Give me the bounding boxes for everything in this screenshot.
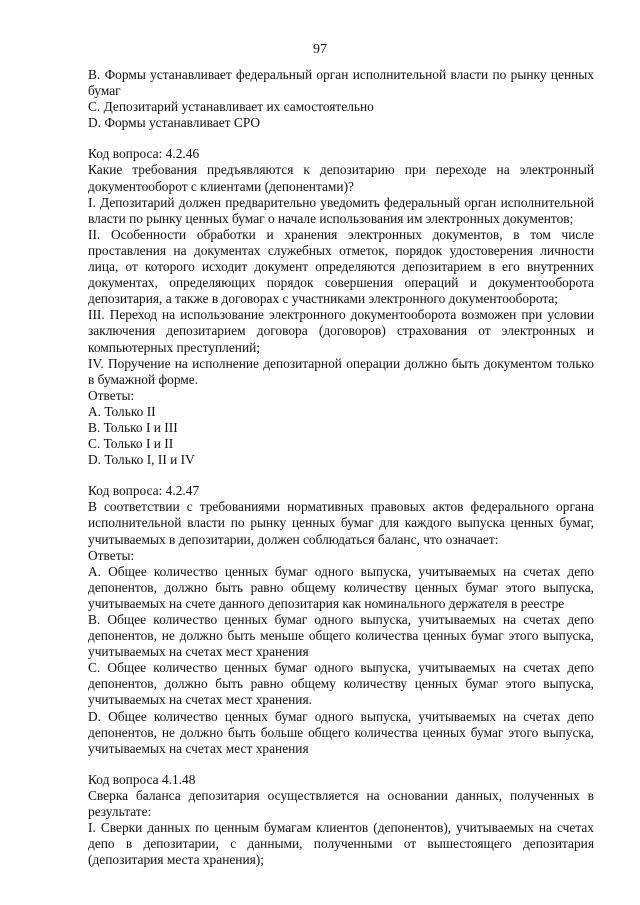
spacer <box>88 757 594 772</box>
question-text: В соответствии с требованиями нормативных правовых актов федерального органа исполнительной власти по рынку ценных бумаг для каждого выпуска ценных бумаг, учитываемых в депозитарии, должен соблюдаться баланс, что означает: <box>88 499 594 547</box>
statement-i: I. Сверки данных по ценным бумагам клиентов (депонентов), учитываемых на счетах депо в депозитарии, с данными, полученными от вышестоящего депозитария (депозитария места хранения); <box>88 820 594 868</box>
statement-iv: IV. Поручение на исполнение депозитарной операции должно быть документом только в бумажной форме. <box>88 355 594 387</box>
question-text: Какие требования предъявляются к депозитарию при переходе на электронный документооборот с клиентами (депонентами)? <box>88 162 594 194</box>
answer-option-d: D. Только I, II и IV <box>88 452 195 468</box>
answer-option-d: D. Общее количество ценных бумаг одного выпуска, учитываемых на счетах депо депонентов, не должно быть больше общего количества ценных бумаг этого выпуска, учитываемых на счетах мест хранения <box>88 708 594 756</box>
statement-i: I. Депозитарий должен предварительно уведомить федеральный орган исполнительной власти по рынку ценных бумаг о начале использования им электронных документов; <box>88 194 594 226</box>
question-code: Код вопроса: 4.2.46 <box>88 146 200 162</box>
spacer <box>88 131 594 146</box>
question-text: Сверка баланса депозитария осуществляется на основании данных, полученных в результате: <box>88 787 594 820</box>
page-number: 97 <box>313 42 327 57</box>
statement-iii: III. Переход на использование электронного документооборота возможен при условии заключения депозитарием договора (договоров) страхования от электронных и компьютерных преступлений; <box>88 307 594 355</box>
answers-heading: Ответы: <box>88 547 135 563</box>
answer-option-c: C. Общее количество ценных бумаг одного выпуска, учитываемых на счетах депо депонентов, должно быть равно общему количеству ценных бумаг этого выпуска, учитываемых на счетах мест хранения. <box>88 660 594 708</box>
answers-heading: Ответы: <box>88 387 135 403</box>
answer-option-c: C. Депозитарий устанавливает их самостоятельно <box>88 99 374 115</box>
answer-option-a: A. Общее количество ценных бумаг одного выпуска, учитываемых на счетах депо депонентов, должно быть равно общему количеству ценных бумаг этого выпуска, учитываемых на счете данного депозитария как номинального держателя в реестре <box>88 563 594 611</box>
question-code: Код вопроса 4.1.48 <box>88 771 196 787</box>
page-content <box>88 67 594 868</box>
answer-option-b: B. Общее количество ценных бумаг одного выпуска, учитываемых на счетах депо депонентов, не должно быть меньше общего количества ценных бумаг этого выпуска, учитываемых на счетах мест хранения <box>88 612 594 660</box>
answer-option-b: B. Только I и III <box>88 419 178 435</box>
answer-option-c: C. Только I и II <box>88 436 174 452</box>
statement-ii: II. Особенности обработки и хранения электронных документов, в том числе проставления на документах служебных отметок, порядок удостоверения личности лица, от которого исходит документ определяются депозитарием в его внутренних документах, определяющих порядок совершения операций и документооборота депозитария, а также в договорах с участниками электронного документооборота; <box>88 226 594 307</box>
answer-option-b: B. Формы устанавливает федеральный орган исполнительной власти по рынку ценных бумаг <box>88 67 594 99</box>
question-code: Код вопроса: 4.2.47 <box>88 483 200 499</box>
answer-option-a: A. Только II <box>88 403 156 419</box>
answer-option-d: D. Формы устанавливает СРО <box>88 115 261 131</box>
spacer <box>88 468 594 483</box>
